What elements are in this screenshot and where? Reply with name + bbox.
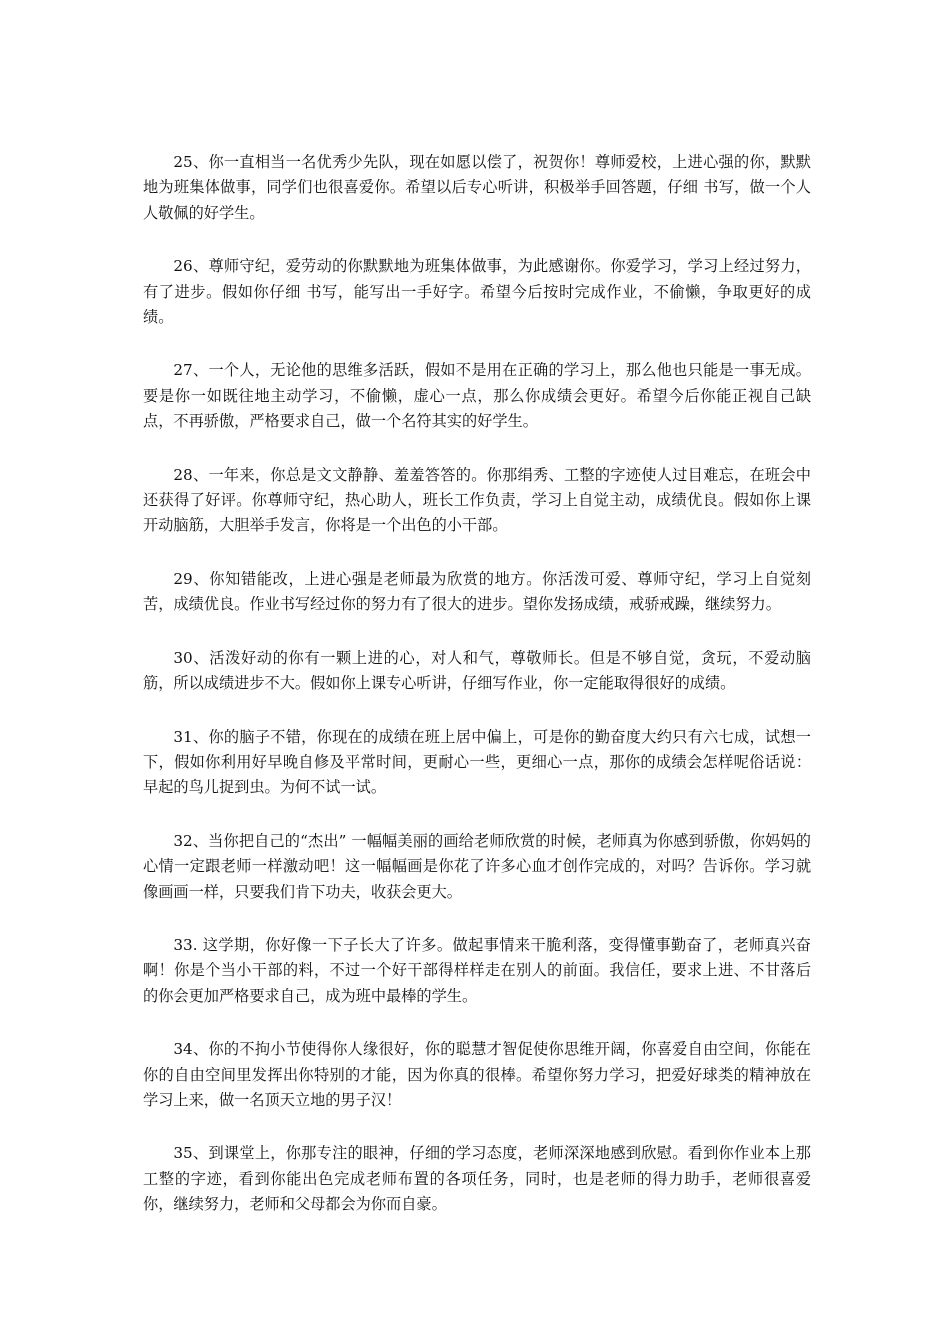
comment-paragraph-25: 25、你一直相当一名优秀少先队，现在如愿以偿了，祝贺你！尊师爱校，上进心强的你，默默地为班集体做事，同学们也很喜爱你。希望以后专心听讲，积极举手回答题，仔细 书写，做一个人人敬佩的好学生。 xyxy=(143,153,811,222)
comment-paragraph-31: 31、你的脑子不错，你现在的成绩在班上居中偏上，可是你的勤奋度大约只有六七成，试想一下，假如你利用好早晚自修及平常时间，更耐心一些，更细心一点，那你的成绩会怎样呢俗话说：早起的鸟儿捉到虫。为何不试一试。 xyxy=(143,727,811,797)
document-body xyxy=(143,150,811,1246)
comment-paragraph-29: 29、你知错能改，上进心强是老师最为欣赏的地方。你活泼可爱、尊师守纪，学习上自觉刻苦，成绩优良。作业书写经过你的努力有了很大的进步。望你发扬成绩，戒骄戒躁，继续努力。 xyxy=(143,569,811,614)
comment-paragraph-34: 34、你的不拘小节使得你人缘很好，你的聪慧才智促使你思维开阔，你喜爱自由空间，你能在你的自由空间里发挥出你特别的才能，因为你真的很棒。希望你努力学习，把爱好球类的精神放在学习上来，做一名顶天立地的男子汉！ xyxy=(143,1040,811,1109)
comment-paragraph-26: 26、尊师守纪，爱劳动的你默默地为班集体做事，为此感谢你。你爱学习，学习上经过努力，有了进步。假如你仔细 书写，能写出一手好字。希望今后按时完成作业，不偷懒，争取更好的成绩。 xyxy=(143,257,811,327)
comment-paragraph-32: 32、当你把自己的“杰出” 一幅幅美丽的画给老师欣赏的时候，老师真为你感到骄傲，你妈妈的心情一定跟老师一样激动吧！这一幅幅画是你花了许多心血才创作完成的，对吗？告诉你。学习就像画画一样，只要我们肯下功夫，收获会更大。 xyxy=(143,831,811,901)
comment-paragraph-30: 30、活泼好动的你有一颗上进的心，对人和气，尊敬师长。但是不够自觉，贪玩，不爱动脑筋，所以成绩进步不大。假如你上课专心听讲，仔细写作业，你一定能取得很好的成绩。 xyxy=(143,648,811,693)
comment-paragraph-33: 33. 这学期，你好像一下子长大了许多。做起事情来干脆利落，变得懂事勤奋了，老师真兴奋啊！你是个当小干部的料，不过一个好干部得样样走在别人的前面。我信任，要求上进、不甘落后的你会更加严格要求自己，成为班中最棒的学生。 xyxy=(143,935,811,1005)
comment-paragraph-27: 27、一个人，无论他的思维多活跃，假如不是用在正确的学习上，那么他也只能是一事无成。要是你一如既往地主动学习，不偷懒，虚心一点，那么你成绩会更好。希望今后你能正视自己缺点，不再骄傲，严格要求自己，做一个名符其实的好学生。 xyxy=(143,361,811,431)
comment-paragraph-35: 35、到课堂上，你那专注的眼神，仔细的学习态度，老师深深地感到欣慰。看到你作业本上那工整的字迹，看到你能出色完成老师布置的各项任务，同时，也是老师的得力助手，老师很喜爱你，继续努力，老师和父母都会为你而自豪。 xyxy=(143,1144,811,1214)
comment-paragraph-28: 28、一年来，你总是文文静静、羞羞答答的。你那绢秀、工整的字迹使人过目难忘，在班会中还获得了好评。你尊师守纪，热心助人，班长工作负责，学习上自觉主动，成绩优良。假如你上课开动脑筋，大胆举手发言，你将是一个出色的小干部。 xyxy=(143,465,811,535)
